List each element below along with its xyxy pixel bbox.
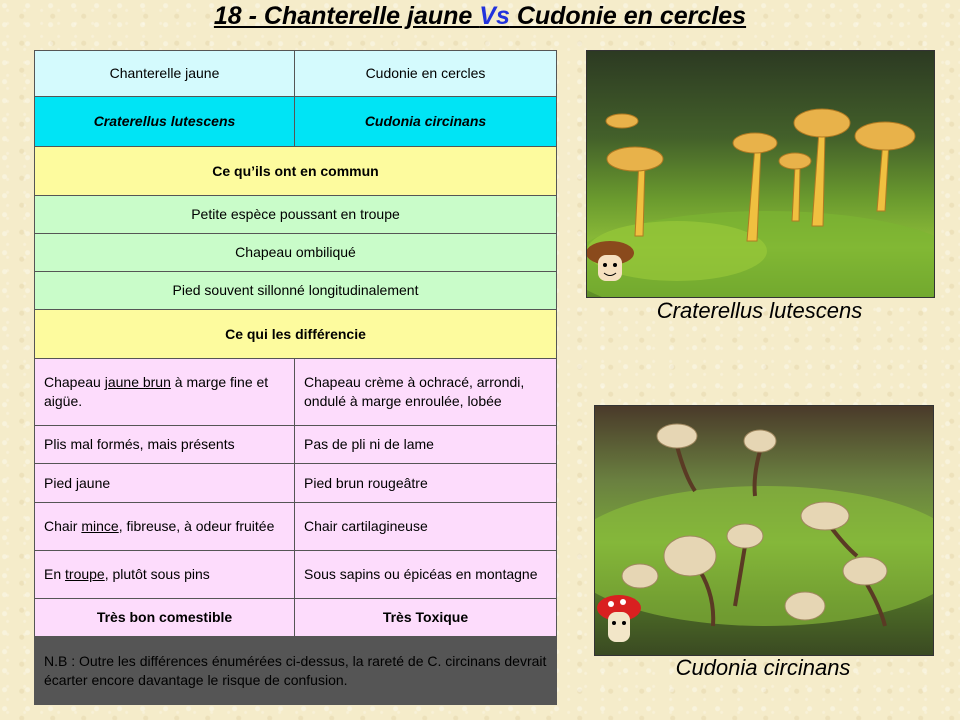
diff-left: Pied jaune (35, 464, 295, 503)
diff-left-text: Chair (44, 518, 82, 534)
diff-left (35, 503, 295, 551)
diff-left-text: En (44, 566, 66, 582)
col1-name: Chanterelle jaune (35, 51, 295, 97)
diff-row (35, 551, 557, 599)
diff-left (35, 551, 295, 599)
latin-row (35, 97, 557, 147)
header-row (35, 51, 557, 97)
common-row (35, 234, 557, 272)
craterellus-caption: Craterellus lutescens (656, 298, 863, 323)
diff-right: Chapeau crème à ochracé, arrondi, ondulé à marge enroulée, lobée (295, 359, 557, 426)
title-part2: Cudonie en cercles (509, 2, 747, 30)
common-item: Chapeau ombiliqué (35, 234, 557, 272)
col2-latin: Cudonia circinans (295, 97, 557, 147)
common-row (35, 196, 557, 234)
cudonia-caption: Cudonia circinans (675, 655, 851, 680)
craterellus-photo (586, 50, 935, 298)
note-row (35, 637, 557, 705)
diff-right: Pied brun rougeâtre (295, 464, 557, 503)
diff-left-underlined: jaune brun (104, 374, 171, 390)
diff-left-text: à marge fine et aigüe. (44, 374, 269, 409)
common-item: Petite espèce poussant en troupe (35, 196, 557, 234)
page-title (0, 2, 960, 31)
edibility-row (35, 599, 557, 637)
diff-right: Sous sapins ou épicéas en montagne (295, 551, 557, 599)
diff-left-underlined: troupe (65, 566, 105, 582)
diff-right: Chair cartilagineuse (295, 503, 557, 551)
col1-latin: Craterellus lutescens (35, 97, 295, 147)
edibility-right: Très Toxique (295, 599, 557, 637)
diff-row (35, 359, 557, 426)
craterellus-illustration (587, 51, 934, 297)
title-part1: 18 - Chanterelle jaune (213, 2, 480, 30)
title-vs: Vs (479, 2, 510, 30)
diff-row (35, 503, 557, 551)
diff-heading-row (35, 310, 557, 359)
diff-left: Plis mal formés, mais présents (35, 426, 295, 464)
diff-row (35, 426, 557, 464)
diff-row (35, 464, 557, 503)
comparison-table (34, 50, 557, 705)
common-heading-row (35, 147, 557, 196)
diff-left-text: , fibreuse, à odeur fruitée (118, 518, 275, 534)
diff-heading: Ce qui les différencie (35, 310, 557, 359)
diff-left-text: Chapeau (44, 374, 105, 390)
col2-name: Cudonie en cercles (295, 51, 557, 97)
cudonia-photo (594, 405, 934, 656)
common-row (35, 272, 557, 310)
diff-right: Pas de pli ni de lame (295, 426, 557, 464)
toadstool-mascot-icon (597, 595, 641, 642)
common-item: Pied souvent sillonné longitudinalement (35, 272, 557, 310)
diff-left-underlined: mince (81, 518, 119, 534)
title-text (214, 2, 746, 30)
diff-left-text: , plutôt sous pins (104, 566, 210, 582)
edibility-left: Très bon comestible (35, 599, 295, 637)
common-heading: Ce qu’ils ont en commun (35, 147, 557, 196)
note-text: N.B : Outre les différences énumérées ci-dessus, la rareté de C. circinans devrait écarter encore davantage le risque de confusion. (35, 637, 557, 705)
diff-left (35, 359, 295, 426)
cudonia-illustration (595, 406, 933, 655)
